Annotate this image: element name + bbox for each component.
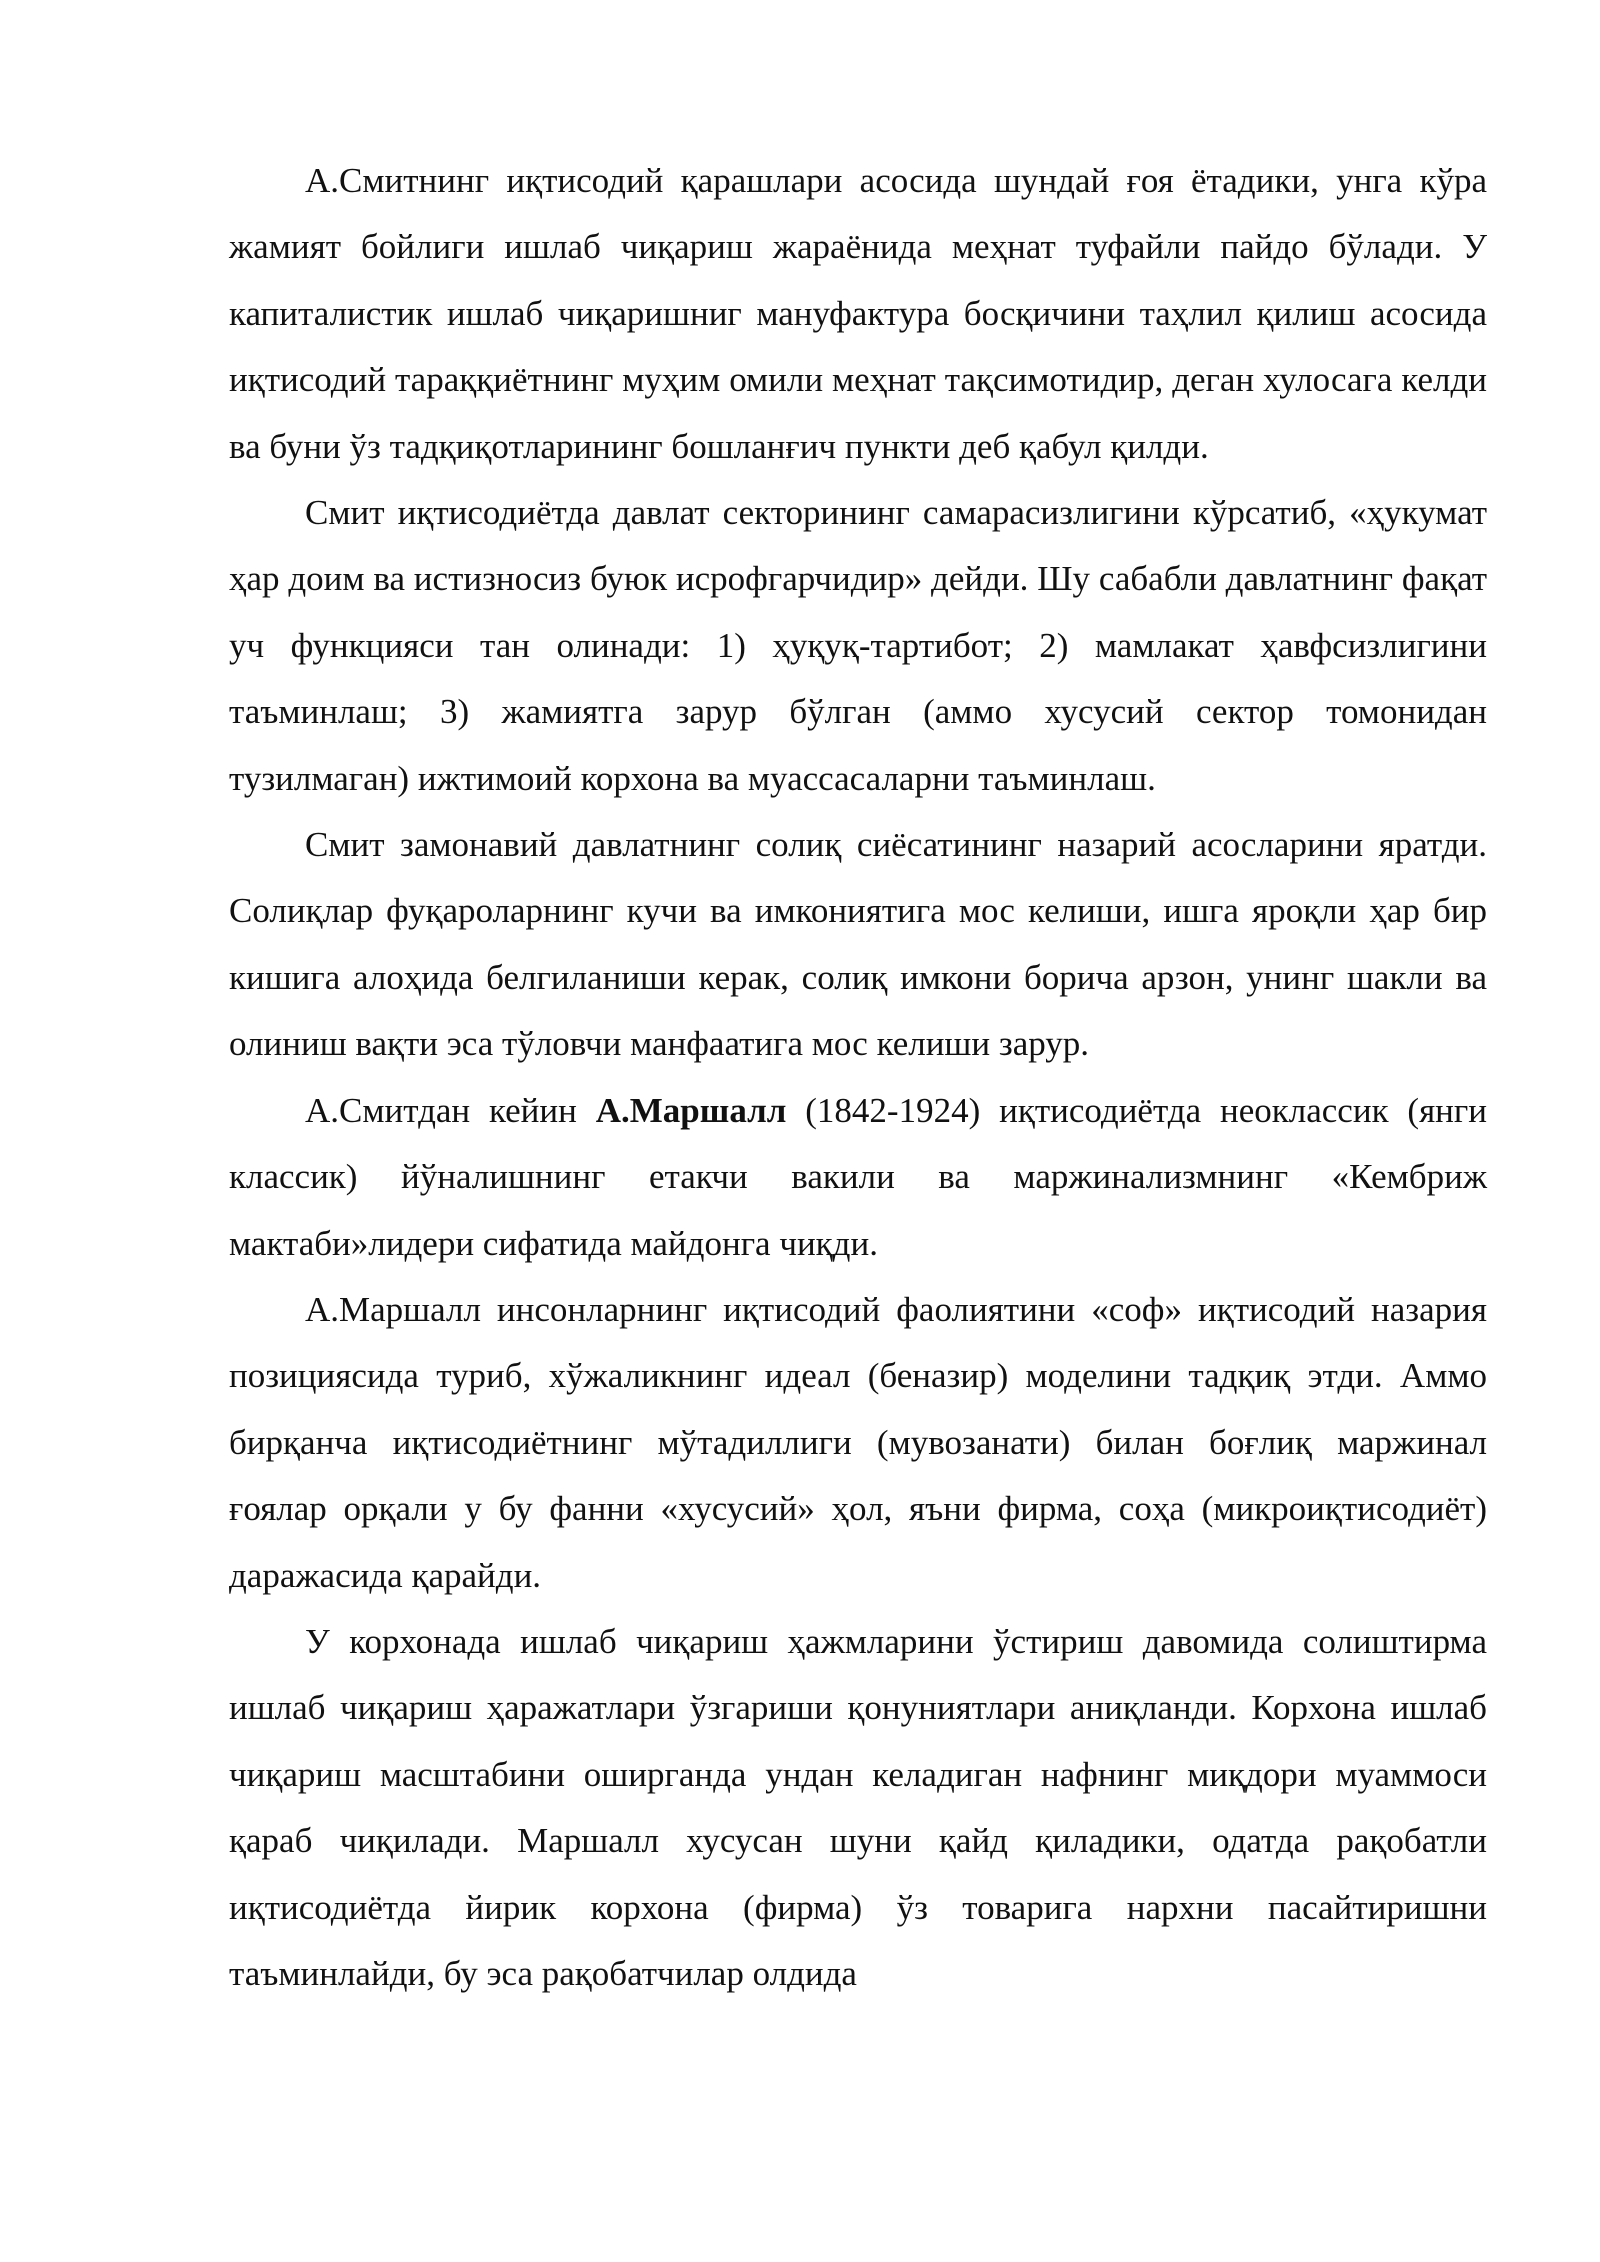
paragraph-smith-taxes: Смит замонавий давлатнинг солиқ сиёсатининг назарий асосларини яратди. Солиқлар фуқароларнинг кучи ва имкониятига мос келиши, ишга яроқли ҳар бир кишига алоҳида белгиланиши керак, солиқ имкони борича арзон, унинг шакли ва олиниш вақти эса тўловчи манфаатига мос келиши зарур. bbox=[229, 825, 1487, 1064]
paragraph-marshall-intro-rest: (1842-1924) иқтисодиётда неоклассик (янги классик) йўналишнинг етакчи вакили ва маржинализмнинг «Кембриж мактаби»лидери сифатида майдонга чиқди. bbox=[229, 1090, 1488, 1263]
document-body bbox=[229, 148, 1487, 2007]
paragraph-marshall-theory: А.Маршалл инсонларнинг иқтисодий фаолиятини «соф» иқтисодий назария позициясида туриб, хўжаликнинг идеал (беназир) моделини тадқиқ этди. Аммо бирқанча иқтисодиётнинг мўтадиллиги (мувозанати) билан боғлиқ маржинал ғоялар орқали у бу фанни «хусусий» ҳол, яъни фирма, соҳа (микроиқтисодиёт) даражасида қарайди. bbox=[229, 1289, 1487, 1595]
marshall-name-bold: А.Маршалл bbox=[595, 1090, 787, 1130]
paragraph-smith-views: А.Смитнинг иқтисодий қарашлари асосида шундай ғоя ётадики, унга кўра жамият бойлиги ишлаб чиқариш жараёнида меҳнат туфайли пайдо бўлади. У капиталистик ишлаб чиқаришниг мануфактура босқичини таҳлил қилиш асосида иқтисодий тараққиётнинг муҳим омили меҳнат тақсимотидир, деган хулосага келди ва буни ўз тадқиқотларининг бошланғич пункти деб қабул қилди. bbox=[229, 161, 1487, 466]
paragraph-marshall-production: У корхонада ишлаб чиқариш ҳажмларини ўстириш давомида солиштирма ишлаб чиқариш ҳаражатлари ўзгариши қонуниятлари аниқланди. Корхона ишлаб чиқариш масштабини оширганда ундан келадиган нафнинг миқдори муаммоси қараб чиқилади. Маршалл хусусан шуни қайд қиладики, одатда рақобатли иқтисодиётда йирик корхона (фирма) ўз товарига нархни пасайтиришни таъминлайди, бу эса рақобатчилар олдида bbox=[229, 1621, 1487, 1993]
paragraph-smith-state: Смит иқтисодиётда давлат секторининг самарасизлигини кўрсатиб, «ҳукумат ҳар доим ва истизносиз буюк исрофгарчидир» дейди. Шу сабабли давлатнинг фақат уч функцияси тан олинади: 1) ҳуқуқ-тартибот; 2) мамлакат ҳавфсизлигини таъминлаш; 3) жамиятга зарур бўлган (аммо хусусий сектор томонидан тузилмаган) ижтимоий корхона ва муассасаларни таъминлаш. bbox=[229, 493, 1487, 798]
paragraph-marshall-intro bbox=[229, 1078, 1487, 1277]
paragraph-marshall-intro-lead: А.Смитдан кейин bbox=[305, 1090, 596, 1130]
